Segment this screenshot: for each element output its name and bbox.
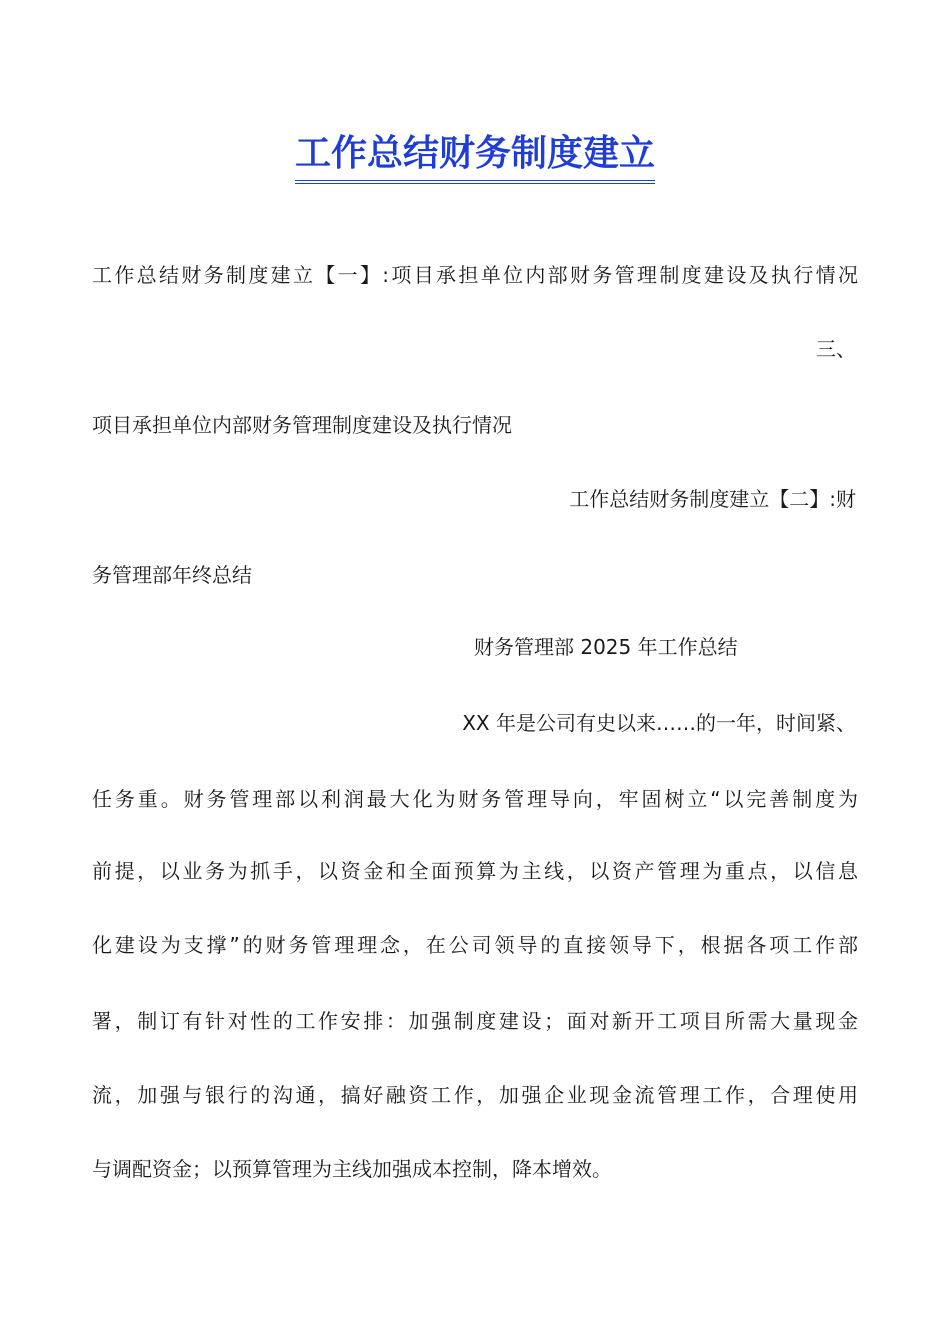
paragraph-line-13: 与调配资金；以预算管理为主线加强成本控制，降本增效。 <box>92 1157 612 1181</box>
paragraph-line-2: 三、 <box>816 337 856 361</box>
paragraph-line-4: 工作总结财务制度建立【二】:财 <box>569 487 856 511</box>
document-title-link[interactable]: 工作总结财务制度建立 <box>295 128 655 184</box>
paragraph-line-12: 流，加强与银行的沟通，搞好融资工作，加强企业现金流管理工作，合理使用 <box>92 1083 858 1107</box>
paragraph-line-10: 化建设为支撑”的财务管理理念，在公司领导的直接领导下，根据各项工作部 <box>92 933 858 957</box>
paragraph-line-1: 工作总结财务制度建立【一】:项目承担单位内部财务管理制度建设及执行情况 <box>92 263 858 287</box>
section-heading: 财务管理部 2025 年工作总结 <box>474 635 738 659</box>
document-title <box>0 124 950 184</box>
paragraph-line-11: 署，制订有针对性的工作安排：加强制度建设；面对新开工项目所需大量现金 <box>92 1009 858 1033</box>
paragraph-line-9: 前提，以业务为抓手，以资金和全面预算为主线，以资产管理为重点，以信息 <box>92 859 858 883</box>
paragraph-line-3: 项目承担单位内部财务管理制度建设及执行情况 <box>92 413 512 437</box>
paragraph-line-7: XX 年是公司有史以来……的一年，时间紧、 <box>462 711 856 735</box>
paragraph-line-8: 任务重。财务管理部以利润最大化为财务管理导向，牢固树立“以完善制度为 <box>92 787 858 811</box>
paragraph-line-5: 务管理部年终总结 <box>92 563 252 587</box>
